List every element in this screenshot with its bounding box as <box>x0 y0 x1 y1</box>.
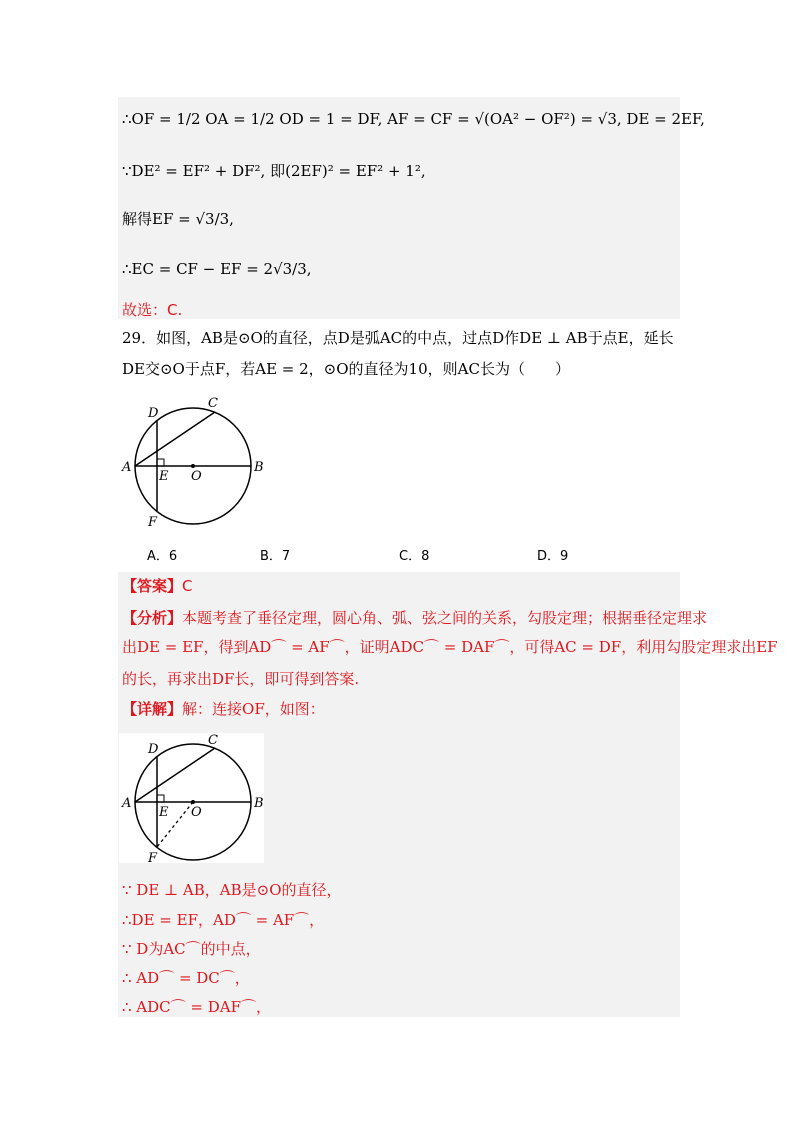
step-3: ∵ D为AC⌒的中点， <box>122 940 261 958</box>
label-b: B <box>254 460 264 475</box>
center-point-2 <box>191 800 195 804</box>
label-b-2: B <box>254 796 264 811</box>
analysis-text-1: 本题考查了垂径定理，圆心角、弧、弦之间的关系，勾股定理；根据垂径定理求 <box>182 609 708 627</box>
right-angle-mark <box>157 459 164 466</box>
solution-figure <box>118 733 268 873</box>
label-c-2: C <box>208 733 218 748</box>
option-c[interactable]: C．8 <box>399 549 430 564</box>
label-a: A <box>122 460 132 475</box>
label-o: O <box>191 469 202 484</box>
detail-intro: 解：连接OF，如图： <box>182 700 325 718</box>
answer-value: C <box>182 577 193 595</box>
label-a-2: A <box>122 796 132 811</box>
analysis-line-2: 出DE = EF，得到AD⌒ = AF⌒，证明ADC⌒ = DAF⌒，可得AC = DF，利用勾股定理求出EF <box>122 638 778 656</box>
answer-tag: 【答案】 <box>122 577 183 595</box>
prev-solution-line-5: 故选：C. <box>122 301 183 319</box>
label-e: E <box>159 469 169 484</box>
option-d[interactable]: D．9 <box>537 549 569 564</box>
option-a[interactable]: A．6 <box>147 549 178 564</box>
question-line-2: DE交⊙O于点F，若AE = 2，⊙O的直径为10，则AC长为（ ） <box>122 360 570 378</box>
label-d: D <box>148 406 159 421</box>
question-figure <box>118 393 268 533</box>
option-b[interactable]: B．7 <box>260 549 291 564</box>
step-4: ∴ AD⌒ = DC⌒， <box>122 969 250 987</box>
step-2: ∴DE = EF，AD⌒ = AF⌒， <box>122 911 325 929</box>
step-5: ∴ ADC⌒ = DAF⌒， <box>122 998 272 1016</box>
chord-ac-2 <box>135 748 215 802</box>
label-f-2: F <box>148 851 158 866</box>
label-o-2: O <box>191 805 202 820</box>
right-angle-mark-2 <box>157 795 164 802</box>
detail-line <box>122 698 325 720</box>
step-1: ∵ DE ⊥ AB，AB是⊙O的直径， <box>122 881 342 899</box>
label-d-2: D <box>148 742 159 757</box>
analysis-tag: 【分析】 <box>122 609 183 627</box>
center-point <box>191 464 195 468</box>
prev-solution-line-3: 解得EF = √3/3, <box>122 210 234 228</box>
analysis-line-3: 的长，再求出DF长，即可得到答案. <box>122 670 360 688</box>
label-f: F <box>148 515 158 530</box>
question-line-1: 29．如图，AB是⊙O的直径，点D是弧AC的中点，过点D作DE ⊥ AB于点E，延长 <box>122 329 674 347</box>
analysis-line-1 <box>122 607 707 629</box>
prev-solution-line-1: ∴OF = 1/2 OA = 1/2 OD = 1 = DF, AF = CF = √(OA² − OF²) = √3, DE = 2EF, <box>122 110 705 128</box>
label-c: C <box>208 396 218 411</box>
prev-solution-line-2: ∵DE² = EF² + DF², 即(2EF)² = EF² + 1², <box>122 162 426 180</box>
chord-ac <box>135 412 215 466</box>
label-e-2: E <box>159 805 169 820</box>
detail-tag: 【详解】 <box>122 700 183 718</box>
prev-solution-line-4: ∴EC = CF − EF = 2√3/3, <box>122 260 312 278</box>
answer-line <box>122 575 193 597</box>
